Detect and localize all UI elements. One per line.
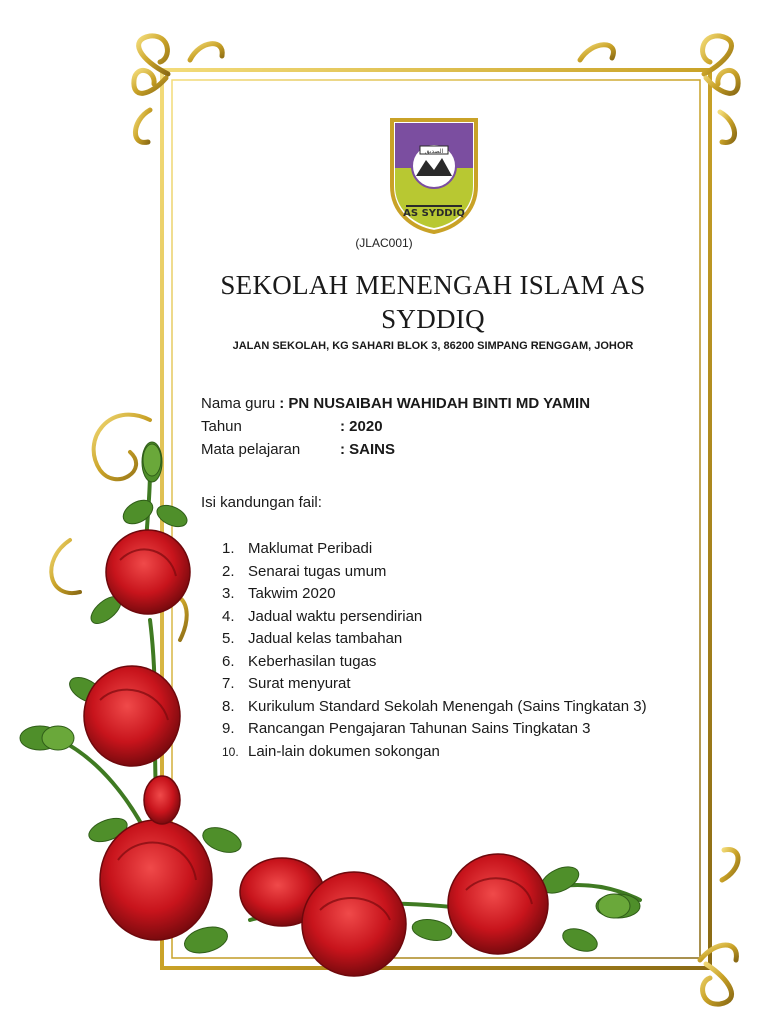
school-name: SEKOLAH MENENGAH ISLAM AS SYDDIQ: [220, 270, 646, 334]
teacher-row: [201, 392, 590, 415]
list-item-text: Surat menyurat: [248, 675, 351, 692]
list-item-number: 4.: [222, 607, 235, 625]
list-item-number: 7.: [222, 675, 235, 692]
list-item-text: Senarai tugas umum: [248, 562, 387, 580]
list-item-number: 9.: [222, 720, 235, 737]
rose-5: [302, 872, 406, 976]
list-item-number: 6.: [222, 652, 235, 670]
teacher-info: [201, 392, 590, 461]
rose-6: [448, 854, 548, 954]
svg-text:الصديق: الصديق: [424, 148, 444, 155]
list-item-text: Jadual waktu persendirian: [248, 607, 423, 625]
rose-bud: [144, 776, 180, 824]
list-item-number: 5.: [222, 630, 235, 647]
year-label: Tahun: [201, 418, 242, 435]
list-item-number: 2.: [222, 562, 235, 580]
list-item: [222, 651, 667, 674]
list-item-text: Lain-lain dokumen sokongan: [248, 742, 440, 760]
year-row: [201, 415, 590, 438]
list-item: [222, 561, 667, 584]
school-address: JALAN SEKOLAH, KG SAHARI BLOK 3, 86200 SIMPANG RENGGAM, JOHOR: [232, 340, 634, 352]
list-item-text: Jadual kelas tambahan: [248, 630, 403, 647]
list-item-text: Kurikulum Standard Sekolah Menengah (Sains Tingkatan 3): [248, 697, 647, 715]
list-item: [222, 741, 667, 764]
list-item: [222, 718, 667, 741]
list-item-text: Takwim 2020: [248, 585, 336, 602]
corner-scroll-bottom-right: [700, 850, 738, 1005]
contents-heading: Isi kandungan fail:: [201, 494, 322, 511]
year-value: : 2020: [340, 418, 383, 435]
list-item: [222, 696, 667, 719]
corner-scroll-top-left: [134, 36, 222, 143]
list-item-text: Maklumat Peribadi: [248, 540, 373, 557]
list-item-number: 1.: [222, 540, 235, 557]
corner-scroll-top-right: [580, 36, 738, 143]
list-item: [222, 628, 667, 651]
list-item: [222, 583, 667, 606]
rose-2: [84, 666, 180, 766]
contents-list: [222, 538, 667, 763]
list-item-number: 10.: [222, 744, 239, 759]
list-item-number: 8.: [222, 697, 235, 715]
school-code: (JLAC001): [355, 236, 413, 250]
teacher-label: Nama guru: [201, 395, 276, 412]
list-item-number: 3.: [222, 585, 235, 602]
list-item: [222, 538, 667, 561]
svg-text:AS SYDDIQ: AS SYDDIQ: [403, 208, 465, 219]
list-item: [222, 606, 667, 629]
list-item-text: Rancangan Pengajaran Tahunan Sains Tingkatan 3: [248, 720, 591, 737]
subject-row: [201, 438, 590, 461]
school-logo: [386, 116, 482, 236]
list-item: [222, 673, 667, 696]
subject-value: : SAINS: [340, 441, 396, 458]
list-item-text: Keberhasilan tugas: [248, 652, 377, 670]
teacher-value: : PN NUSAIBAH WAHIDAH BINTI MD YAMIN: [279, 395, 591, 412]
rose-1: [106, 530, 190, 614]
subject-label: Mata pelajaran: [201, 441, 301, 458]
